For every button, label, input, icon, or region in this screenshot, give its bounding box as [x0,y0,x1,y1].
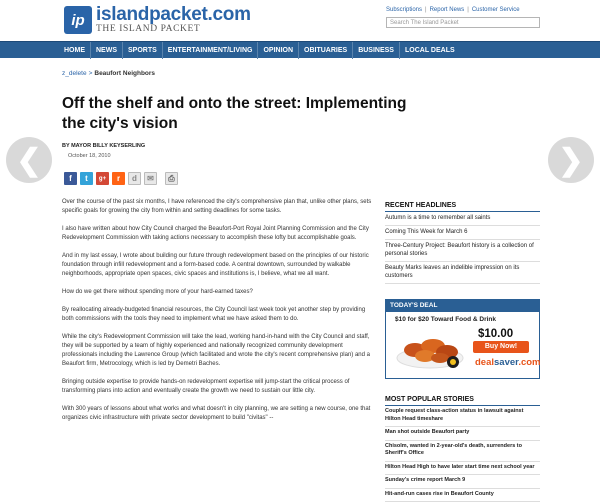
popular-stories-title: MOST POPULAR STORIES [385,396,540,406]
nav-item-home[interactable]: HOME [59,42,91,59]
subscriptions-link[interactable]: Subscriptions [386,7,423,13]
share-toolbar [64,172,178,185]
article-paragraph: And in my last essay, I wrote about building our future through redevelopment based on the principles of our historic foundation through infill redevelopment and a form-based code. A central downtown, surrounded by walkable neighborhoods, appropriate open spaces, civic spaces and institutions is, I believe, what we all want. [62,253,369,277]
breadcrumb: z_delete > Beaufort Neighbors [62,70,156,77]
popular-story-link[interactable]: Man shot outside Beaufort party [385,427,540,441]
article-paragraph: I also have written about how City Council charged the Beaufort-Port Royal Joint Planning Commission and the City Redevelopment Commission with taking actions necessary to accomplish these lofty but accomplishable goals. [62,226,369,241]
buy-now-button[interactable]: Buy Now! [473,341,529,353]
article-headline: Off the shelf and onto the street: Implementing the city's vision [62,95,407,132]
site-logo[interactable] [64,4,251,36]
popular-story-link[interactable]: Sunday's crime report March 9 [385,475,540,489]
recent-headline-link[interactable]: Beauty Marks leaves an indelible impression on its customers [385,262,540,284]
popular-story-link[interactable]: Hilton Head High to have later start time next school year [385,462,540,476]
article-paragraph: By reallocating already-budgeted financial resources, the City Council last week took yet another step by providing both commissions with the tools they need to implement what we have asked them to do. [62,307,366,322]
popular-story-link[interactable]: Couple request class-action status in lawsuit against Hilton Head timeshare [385,406,540,427]
next-article-arrow-icon[interactable]: ❯ [548,137,594,183]
top-links: Subscriptions | Report News | Customer Service [386,7,520,13]
logo-mark-icon: ip [64,6,92,34]
popular-story-link[interactable]: Hit-and-run cases rise in Beaufort County [385,489,540,503]
customer-service-link[interactable]: Customer Service [471,7,520,13]
popular-stories-panel [385,396,540,502]
todays-deal-panel[interactable] [385,299,540,379]
article-paragraph: Over the course of the past six months, I have referenced the city's comprehensive plan that, unlike other plans, sets specific goals for growing the city from within and setting deadlines for some tasks. [62,199,372,214]
digg-share-icon[interactable]: d [128,172,141,185]
logo-subtitle: THE ISLAND PACKET [96,24,201,35]
article-byline: BY MAYOR BILLY KEYSERLING [62,143,146,149]
dealsaver-logo[interactable]: dealsaver.com [475,357,541,368]
nav-item-news[interactable]: NEWS [91,42,123,59]
email-share-icon[interactable]: ✉ [144,172,157,185]
article-paragraph: With 300 years of lessons about what works and what doesn't in city planning, we are setting a new course, one that organizes civic infrastructure with private sector development to build "civitas" -- [62,406,371,421]
deal-offer-text[interactable]: $10 for $20 Toward Food & Drink [395,316,497,323]
nav-item-opinion[interactable]: OPINION [258,42,299,59]
search-input[interactable]: Search The Island Packet [386,17,540,28]
site-header [0,0,600,40]
popular-story-link[interactable]: Chisolm, wanted in 2-year-old's death, surrenders to Sheriff's Office [385,441,540,462]
report-news-link[interactable]: Report News [429,7,465,13]
breadcrumb-current[interactable]: Beaufort Neighbors [94,70,156,77]
article-paragraph: Bringing outside expertise to provide hands-on redevelopment expertise will jump-start the critical process of transforming plans into action and eventually create the growth we need to sustain our little city. [62,379,350,394]
nav-item-business[interactable]: BUSINESS [353,42,400,59]
recent-headlines-panel [385,202,540,284]
logo-name: islandpacket.com [96,4,251,26]
previous-article-arrow-icon[interactable]: ❮ [6,137,52,183]
nav-item-sports[interactable]: SPORTS [123,42,163,59]
nav-item-entertainment[interactable]: ENTERTAINMENT/LIVING [163,42,259,59]
google-plus-share-icon[interactable]: g+ [96,172,109,185]
recent-headline-link[interactable]: Coming This Week for March 6 [385,226,540,240]
todays-deal-title: TODAY'S DEAL [386,300,539,312]
chicken-wings-image-icon[interactable] [395,328,465,370]
main-nav [0,41,600,58]
article-date: October 18, 2010 [68,153,111,159]
breadcrumb-parent-link[interactable]: z_delete [62,70,87,77]
article-paragraph: How do we get there without spending more of your hard-earned taxes? [62,289,253,295]
facebook-share-icon[interactable]: f [64,172,77,185]
deal-price: $10.00 [478,328,514,340]
article-body [62,198,375,432]
article-paragraph: While the city's Redevelopment Commission will take the lead, working hand-in-hand with the City Council and staff, they will be supported by a team of highly experienced and nationally recognized community development professionals including the Lawrence Group (which facilitated and wrote the city's recent comprehensive plan) and a Beaufort firm, Metrocology, which is led by Demetri Baches. [62,334,370,367]
reddit-share-icon[interactable]: r [112,172,125,185]
twitter-share-icon[interactable]: t [80,172,93,185]
print-icon[interactable]: ⎙ [165,172,178,185]
nav-item-local-deals[interactable]: LOCAL DEALS [404,47,455,54]
recent-headline-link[interactable]: Three-Century Project: Beaufort history is a collection of personal stories [385,240,540,262]
nav-item-obituaries[interactable]: OBITUARIES [299,42,353,59]
recent-headlines-title: RECENT HEADLINES [385,202,540,212]
recent-headline-link[interactable]: Autumn is a time to remember all saints [385,212,540,226]
